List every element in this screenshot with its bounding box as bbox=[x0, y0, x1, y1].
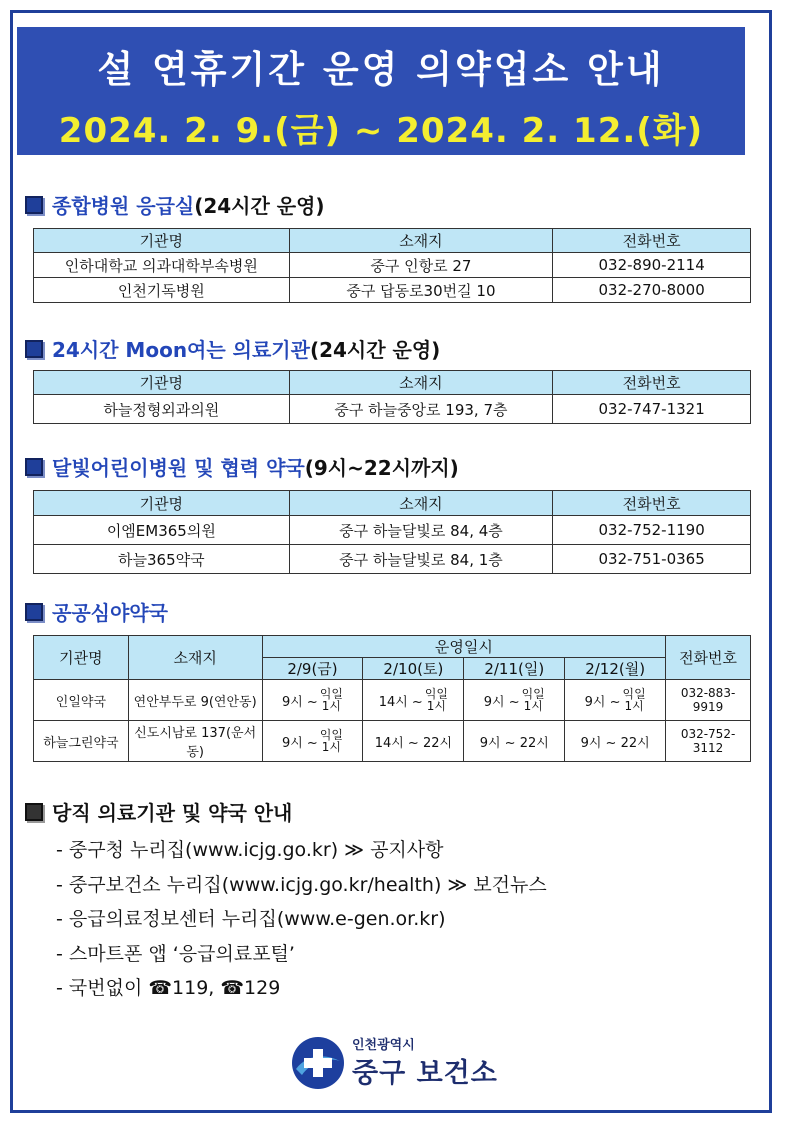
square-bullet-icon bbox=[25, 340, 43, 358]
table-header-row: 기관명 소재지 전화번호 bbox=[34, 491, 751, 516]
page-title: 설 연휴기간 운영 의약업소 안내 bbox=[97, 48, 665, 91]
square-bullet-icon bbox=[25, 196, 43, 214]
table-row: 인천기독병원 중구 답동로30번길 10 032-270-8000 bbox=[34, 278, 751, 303]
section-night-pharmacy-heading: 공공심야약국 bbox=[25, 597, 168, 626]
health-center-logo bbox=[290, 1033, 500, 1093]
health-center-emblem-icon bbox=[290, 1035, 346, 1091]
section-duty-info-heading: 당직 의료기관 및 약국 안내 bbox=[25, 797, 292, 826]
list-item: - 스마트폰 앱 ‘응급의료포털’ bbox=[56, 942, 295, 965]
square-bullet-icon bbox=[25, 603, 43, 621]
table-row: 인하대학교 의과대학부속병원 중구 인항로 27 032-890-2114 bbox=[34, 253, 751, 278]
header-banner bbox=[17, 27, 745, 155]
moon-clinic-table bbox=[33, 370, 751, 424]
duty-info-list bbox=[56, 833, 547, 1006]
section-er-heading: 종합병원 응급실 (24시간 운영) bbox=[25, 190, 325, 219]
table-row: 하늘그린약국 신도시남로 137(운서동) 9시 ~ 익일 1시 14시 ~ 22시 9시 ~ 22시 9시 ~ 22시 032-752-3112 bbox=[34, 721, 751, 762]
table-header-row: 기관명 소재지 전화번호 bbox=[34, 371, 751, 395]
table-header-row: 기관명 소재지 전화번호 bbox=[34, 229, 751, 253]
square-bullet-icon bbox=[25, 803, 43, 821]
table-row: 이엠EM365의원 중구 하늘달빛로 84, 4층 032-752-1190 bbox=[34, 516, 751, 545]
date-range: 2024. 2. 9.(금) ~ 2024. 2. 12.(화) bbox=[58, 111, 704, 151]
section-moonlight-heading: 달빛어린이병원 및 협력 약국 (9시~22시까지) bbox=[25, 452, 459, 481]
table-row: 하늘정형외과의원 중구 하늘중앙로 193, 7층 032-747-1321 bbox=[34, 395, 751, 424]
er-table bbox=[33, 228, 751, 303]
table-row: 인일약국 연안부두로 9(연안동) 9시 ~ 익일 1시 14시 ~ 익일 1시 9시 ~ 익일 1시 9시 ~ 익일 1시 032-883-9919 bbox=[34, 680, 751, 721]
moonlight-table bbox=[33, 490, 751, 574]
list-item: - 국번없이 ☎119, ☎129 bbox=[56, 977, 281, 999]
night-pharmacy-table bbox=[33, 635, 751, 762]
section-moon-heading: 24시간 Moon여는 의료기관 (24시간 운영) bbox=[25, 334, 440, 363]
table-row: 하늘365약국 중구 하늘달빛로 84, 1층 032-751-0365 bbox=[34, 545, 751, 574]
list-item: - 중구보건소 누리집(www.icjg.go.kr/health) ≫ 보건뉴스 bbox=[56, 873, 547, 896]
logo-name: 중구 보건소 bbox=[352, 1058, 498, 1089]
list-item: - 응급의료정보센터 누리집(www.e-gen.or.kr) bbox=[56, 908, 446, 930]
table-subheader-row: 2/9(금) 2/10(토) 2/11(일) 2/12(월) bbox=[34, 658, 751, 680]
square-bullet-icon bbox=[25, 458, 43, 476]
list-item: - 중구청 누리집(www.icjg.go.kr) ≫ 공지사항 bbox=[56, 839, 444, 861]
logo-subtitle: 인천광역시 bbox=[352, 1038, 415, 1053]
table-header-row: 기관명 소재지 운영일시 전화번호 bbox=[34, 636, 751, 658]
